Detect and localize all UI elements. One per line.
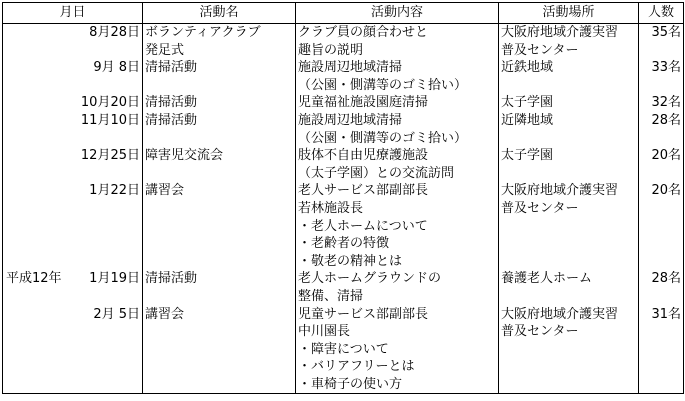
activity-content-line: 若林施設長 [298,200,364,216]
activity-content-cell [296,306,499,394]
activity-place-cell [499,59,639,94]
date-cell [3,112,143,147]
date-text: 2月 5日 [93,306,140,322]
activity-content-cell [296,182,499,270]
activity-content-cell [296,270,499,305]
activity-content-line: 施設周辺地域清掃 [298,60,403,76]
activity-content-line: （太子学園）との交流訪問 [298,165,455,181]
date-text: 1月19日 [89,271,140,287]
header-activity-content: 活動内容 [296,3,499,24]
participant-count-cell: 28名 [639,112,684,147]
activity-content-line: （公園・側溝等のゴミ拾い） [298,77,468,93]
date-cell [3,147,143,182]
activity-content-cell [296,24,499,60]
table-row [3,94,684,112]
activity-table [2,2,684,394]
date-cell [3,94,143,112]
activity-content-line: 老人ホームグラウンドの [298,271,442,287]
participant-count-cell: 28名 [639,270,684,305]
activity-name-line: 障害児交流会 [145,148,224,164]
activity-place-line: 太子学園 [501,95,554,111]
activity-content-cell [296,59,499,94]
table-body [3,24,684,394]
activity-place-cell [499,306,639,394]
table-row [3,59,684,94]
activity-content-line: 老人サービス部副部長 [298,183,429,199]
activity-place-line: 養護老人ホーム [501,271,593,287]
date-text: 10月20日 [80,95,140,111]
activity-name-line: 講習会 [145,306,185,322]
header-activity-name: 活動名 [143,3,296,24]
activity-place-line: 普及センター [501,200,579,216]
date-cell [3,24,143,60]
table-row [3,24,684,60]
table-row [3,306,684,394]
activity-place-line: 普及センター [501,324,579,340]
activity-content-line: ・老人ホームについて [298,218,428,234]
activity-place-line: 近隣地域 [501,112,554,128]
activity-name-cell [143,59,296,94]
date-text: 12月25日 [80,148,140,164]
activity-content-line: クラブ員の顔合わせと [298,25,429,40]
activity-name-cell [143,306,296,394]
activity-place-line: 大阪府地域介護実習 [501,306,619,322]
activity-name-line: 清掃活動 [145,271,198,287]
header-activity-place: 活動場所 [499,3,639,24]
participant-count-cell: 35名 [639,24,684,60]
participant-count-cell: 20名 [639,182,684,270]
date-text: 9月 8日 [93,60,140,76]
activity-name-line: 清掃活動 [145,95,198,111]
activity-name-cell [143,24,296,60]
activity-content-line: 児童サービス部副部長 [298,306,429,322]
activity-content-line: 児童福祉施設園庭清掃 [298,95,429,111]
activity-name-cell [143,112,296,147]
table-row [3,112,684,147]
activity-place-line: 普及センター [501,42,579,58]
date-text: 8月28日 [89,25,140,40]
table-row [3,270,684,305]
activity-name-line: ボランティアクラブ [145,25,261,40]
activity-content-line: 整備、清掃 [298,288,364,304]
activity-place-cell [499,182,639,270]
activity-place-line: 大阪府地域介護実習 [501,183,619,199]
activity-place-cell [499,94,639,112]
header-participant-count: 人数 [639,3,684,24]
activity-content-cell [296,112,499,147]
era-label: 平成12年 [6,271,62,287]
activity-content-line: ・敬老の精神とは [298,253,403,269]
participant-count-cell: 31名 [639,306,684,394]
date-text: 11月10日 [80,112,140,128]
activity-place-cell [499,112,639,147]
activity-content-cell [296,147,499,182]
activity-name-line: 清掃活動 [145,112,198,128]
activity-place-cell [499,147,639,182]
activity-content-line: 施設周辺地域清掃 [298,112,403,128]
activity-place-cell [499,270,639,305]
activity-name-cell [143,94,296,112]
date-cell [3,59,143,94]
activity-place-line: 大阪府地域介護実習 [501,25,619,40]
activity-content-line: ・障害について [298,341,389,357]
activity-content-cell [296,94,499,112]
activity-place-cell [499,24,639,60]
activity-name-cell [143,270,296,305]
table-header-row [3,3,684,24]
activity-name-line: 清掃活動 [145,60,198,76]
participant-count-cell: 33名 [639,59,684,94]
activity-content-line: 趣旨の説明 [298,42,364,58]
activity-content-line: ・老齢者の特徴 [298,236,390,252]
activity-name-cell [143,147,296,182]
date-text: 1月22日 [89,183,140,199]
activity-name-cell [143,182,296,270]
activity-place-line: 太子学園 [501,148,554,164]
date-cell [3,270,143,305]
activity-content-line: ・バリアフリーとは [298,359,415,375]
activity-content-line: （公園・側溝等のゴミ拾い） [298,130,468,146]
date-cell [3,182,143,270]
activity-name-line: 講習会 [145,183,185,199]
table-row [3,147,684,182]
activity-content-line: 中川園長 [298,324,351,340]
table-row [3,182,684,270]
participant-count-cell: 32名 [639,94,684,112]
activity-place-line: 近鉄地域 [501,60,554,76]
activity-content-line: ・車椅子の使い方 [298,376,403,392]
activity-name-line: 発足式 [145,42,185,58]
participant-count-cell: 20名 [639,147,684,182]
header-date: 月日 [3,3,143,24]
activity-content-line: 肢体不自由児療護施設 [298,148,429,164]
date-cell [3,306,143,394]
